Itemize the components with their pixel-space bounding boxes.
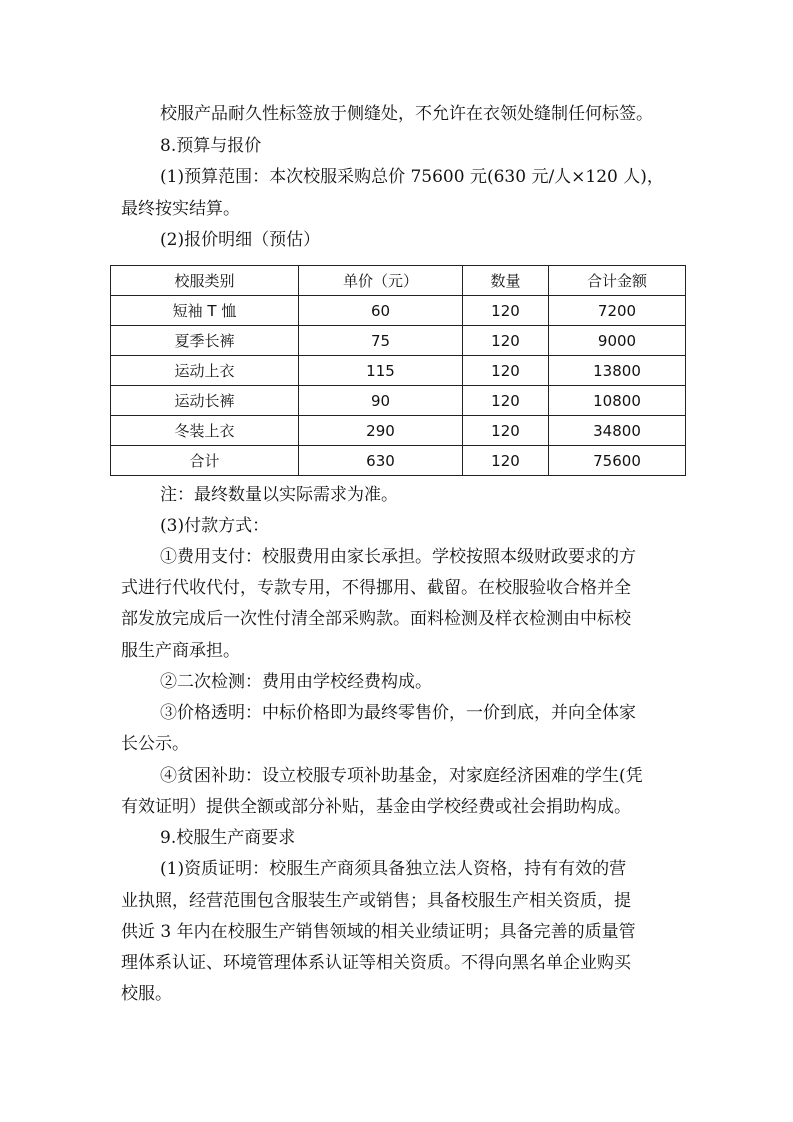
paragraph-line (0, 229, 793, 251)
table-cell: 75600 (549, 446, 686, 476)
table-cell: 120 (463, 416, 549, 446)
paragraph-line (0, 733, 793, 755)
line-text: 校服产品耐久性标签放于侧缝处，不允许在衣领处缝制任何标签。 (160, 104, 653, 124)
line-text: 校服。 (121, 984, 172, 1004)
paragraph-line (0, 577, 793, 599)
table-cell: 运动上衣 (111, 356, 299, 386)
paragraph-line (0, 198, 793, 220)
paragraph-line (0, 546, 793, 568)
paragraph-line (0, 671, 793, 693)
table-cell: 夏季长裤 (111, 326, 299, 356)
line-text: 长公示。 (121, 734, 189, 754)
line-text: ④贫困补助：设立校服专项补助基金，对家庭经济困难的学生(凭 (160, 766, 643, 786)
column-header: 数量 (463, 266, 549, 296)
paragraph-line (0, 166, 793, 188)
paragraph-line (0, 640, 793, 662)
paragraph-line (0, 796, 793, 818)
table-cell: 7200 (549, 296, 686, 326)
table-cell: 120 (463, 356, 549, 386)
table-row (111, 326, 686, 356)
line-text: (1)资质证明：校服生产商须具备独立法人资格，持有有效的营 (160, 859, 627, 879)
column-header: 单价（元） (299, 266, 463, 296)
table-cell: 290 (299, 416, 463, 446)
line-text: (2)报价明细（预估） (160, 230, 321, 250)
line-text: 部发放完成后一次性付清全部采购款。面料检测及样衣检测由中标校 (121, 609, 631, 629)
paragraph-line (0, 608, 793, 630)
table-header-row (111, 266, 686, 296)
line-text: ①费用支付：校服费用由家长承担。学校按照本级财政要求的方 (160, 547, 636, 567)
table-cell: 9000 (549, 326, 686, 356)
table-cell: 60 (299, 296, 463, 326)
section-heading (0, 827, 793, 849)
table-cell: 120 (463, 296, 549, 326)
section-heading (0, 135, 793, 157)
table-cell: 冬装上衣 (111, 416, 299, 446)
line-text: 理体系认证、环境管理体系认证等相关资质。不得向黑名单企业购买 (121, 953, 631, 973)
table-cell: 75 (299, 326, 463, 356)
line-text: ③价格透明：中标价格即为最终零售价，一价到底，并向全体家 (160, 703, 636, 723)
line-text: 服生产商承担。 (121, 641, 240, 661)
table-cell: 90 (299, 386, 463, 416)
note-line (0, 484, 793, 506)
price-table (110, 265, 686, 476)
line-text: 供近 3 年内在校服生产销售领域的相关业绩证明；具备完善的质量管 (121, 922, 636, 942)
column-header: 校服类别 (111, 266, 299, 296)
table-cell: 34800 (549, 416, 686, 446)
table-total-row (111, 446, 686, 476)
paragraph-line (0, 515, 793, 537)
line-text: 最终按实结算。 (121, 199, 240, 219)
line-text: 业执照，经营范围包含服装生产或销售；具备校服生产相关资质，提 (121, 891, 631, 911)
paragraph-line (0, 921, 793, 943)
table-row (111, 296, 686, 326)
line-text: (1)预算范围：本次校服采购总价 75600 元(630 元/人×120 人)， (160, 167, 664, 187)
table-cell: 120 (463, 326, 549, 356)
table-cell: 120 (463, 446, 549, 476)
line-text: 8.预算与报价 (160, 136, 262, 156)
table-cell: 合计 (111, 446, 299, 476)
table-cell: 115 (299, 356, 463, 386)
table-cell: 短袖 T 恤 (111, 296, 299, 326)
column-header: 合计金额 (549, 266, 686, 296)
table-row (111, 386, 686, 416)
table-row (111, 356, 686, 386)
table-cell: 630 (299, 446, 463, 476)
paragraph-line (0, 983, 793, 1005)
table-row (111, 416, 686, 446)
paragraph-line (0, 103, 793, 125)
line-text: (3)付款方式： (160, 516, 270, 536)
table-cell: 运动长裤 (111, 386, 299, 416)
paragraph-line (0, 858, 793, 880)
paragraph-line (0, 952, 793, 974)
paragraph-line (0, 765, 793, 787)
table-cell: 10800 (549, 386, 686, 416)
paragraph-line (0, 890, 793, 912)
line-text: 式进行代收代付，专款专用，不得挪用、截留。在校服验收合格并全 (121, 578, 631, 598)
line-text: ②二次检测：费用由学校经费构成。 (160, 672, 432, 692)
paragraph-line (0, 702, 793, 724)
line-text: 9.校服生产商要求 (160, 828, 296, 848)
table-cell: 13800 (549, 356, 686, 386)
line-text: 注：最终数量以实际需求为准。 (160, 485, 398, 505)
line-text: 有效证明）提供全额或部分补贴，基金由学校经费或社会捐助构成。 (121, 797, 631, 817)
table-cell: 120 (463, 386, 549, 416)
